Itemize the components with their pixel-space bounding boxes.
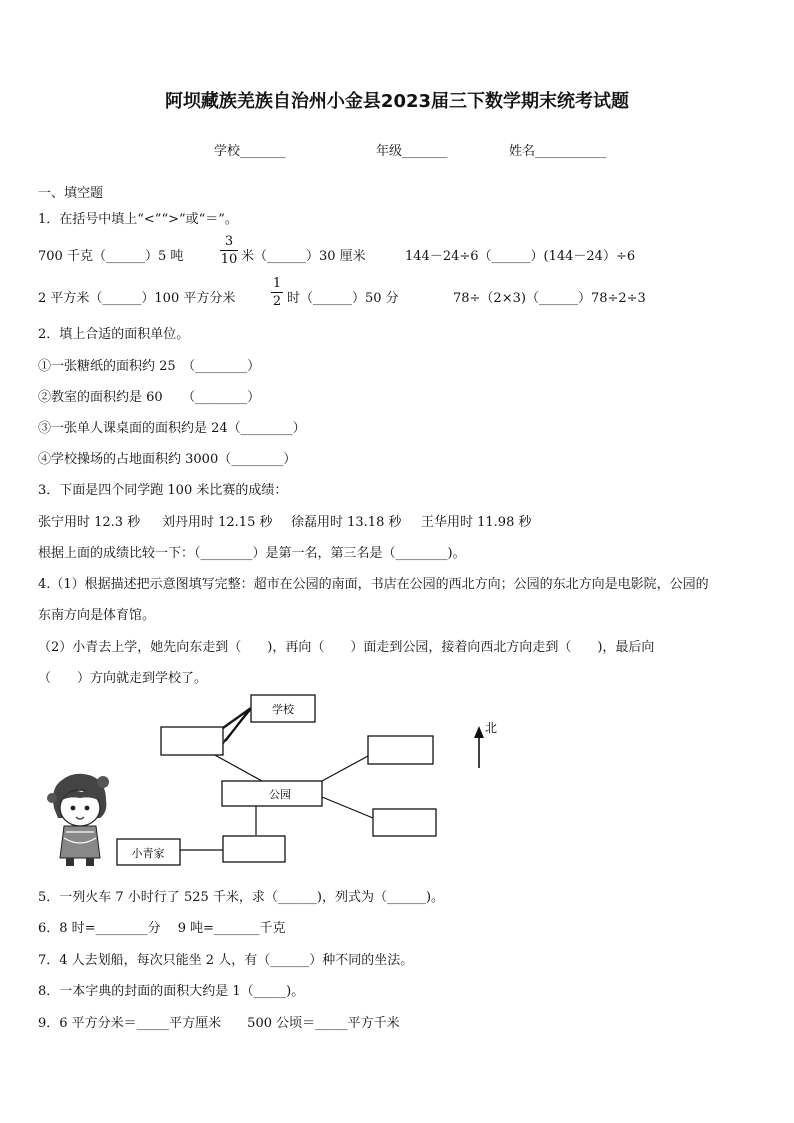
cinema-blank-box[interactable] — [368, 736, 433, 764]
school-label: 学校 — [272, 703, 294, 716]
gym-blank-box[interactable] — [373, 809, 436, 836]
park-to-northeast-line — [322, 756, 368, 781]
q6: 6．8 时=________分 9 吨=_______千克 — [38, 921, 286, 936]
svg-text:北: 北 — [485, 721, 498, 735]
q5: 5．一列火车 7 小时行了 525 千米，求（______)，列式为（______)。 — [38, 890, 445, 905]
fraction-denominator: 2 — [272, 294, 282, 309]
q4-line: （ ）方向就走到学校了。 — [38, 671, 208, 686]
q3-time: 张宁用时 12.3 秒 — [38, 515, 141, 530]
park-label: 公园 — [269, 788, 291, 801]
fraction-bar — [220, 250, 238, 251]
park-to-northwest-line — [213, 754, 262, 781]
q1-fraction-3-10 — [220, 234, 238, 267]
q3-time: 王华用时 11.98 秒 — [421, 515, 532, 530]
q2-item: ②教室的面积约是 60 （________） — [38, 390, 261, 405]
page-title: 阿坝藏族羌族自治州小金县2023届三下数学期末统考试题 — [164, 91, 630, 112]
q1-row1-a: 700 千克（______）5 吨 — [38, 249, 184, 264]
q4-line: 4.（1）根据描述把示意图填写完整：超市在公园的南面，书店在公园的西北方向；公园的东北方向是电影院，公园的 — [38, 577, 709, 592]
girl-illustration-icon — [47, 774, 109, 866]
q3-time: 徐磊用时 13.18 秒 — [291, 515, 402, 530]
school-field[interactable]: 学校_______ — [214, 144, 286, 159]
bookstore-blank-box[interactable] — [161, 727, 223, 755]
name-field[interactable]: 姓名___________ — [509, 144, 607, 159]
park-to-southeast-line — [322, 797, 373, 818]
supermarket-blank-box[interactable] — [223, 836, 285, 862]
fraction-bar — [271, 292, 283, 293]
q2-item: ③一张单人课桌面的面积约是 24（________） — [38, 421, 306, 436]
fraction-numerator: 3 — [224, 234, 234, 249]
q2-item: ①一张糖纸的面积约 25 （________） — [38, 359, 261, 374]
north-arrow-icon — [474, 721, 497, 768]
q3-prompt: 3．下面是四个同学跑 100 米比赛的成绩： — [38, 483, 288, 498]
fraction-denominator: 10 — [220, 252, 238, 267]
q1-prompt: 1．在括号中填上“<”“>”或“＝”。 — [38, 212, 238, 227]
q8: 8．一本字典的封面的面积大约是 1（_____)。 — [38, 984, 305, 999]
fraction-numerator: 1 — [272, 276, 282, 291]
q1-row2-a: 2 平方米（______）100 平方分米 — [38, 291, 236, 306]
map-diagram — [0, 680, 794, 875]
q1-row1-c: 144－24÷6（______）(144－24）÷6 — [405, 249, 636, 264]
q3-time: 刘丹用时 12.15 秒 — [162, 515, 273, 530]
q2-item: ④学校操场的占地面积约 3000（________） — [38, 452, 297, 467]
q2-prompt: 2．填上合适的面积单位。 — [38, 327, 190, 342]
q1-row2-b: 时（______）50 分 — [287, 291, 399, 306]
q1-fraction-1-2 — [271, 276, 283, 309]
q4-line: 东南方向是体育馆。 — [38, 608, 156, 623]
q7: 7．4 人去划船，每次只能坐 2 人，有（______）种不同的坐法。 — [38, 953, 414, 968]
q3-question: 根据上面的成绩比较一下：（________）是第一名，第三名是（________)。 — [38, 546, 466, 561]
grade-field[interactable]: 年级_______ — [376, 144, 448, 159]
q9: 9．6 平方分米＝_____平方厘米 500 公顷＝_____平方千米 — [38, 1016, 400, 1031]
section-heading: 一、填空题 — [38, 186, 104, 201]
q1-row1-b: 米（______）30 厘米 — [241, 249, 366, 264]
q1-row2-c: 78÷（2×3)（______）78÷2÷3 — [453, 291, 646, 306]
q4-line: （2）小青去上学，她先向东走到（ )，再向（ ）面走到公园，接着向西北方向走到（ )，最后向 — [38, 640, 655, 655]
home-label: 小青家 — [131, 847, 165, 860]
